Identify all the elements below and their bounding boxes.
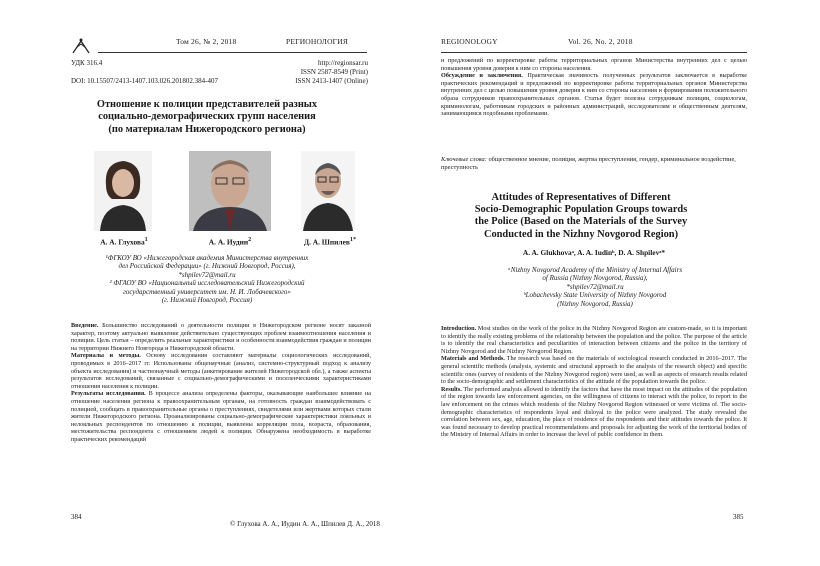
- header-issue: Том 26, № 2, 2018: [176, 37, 237, 46]
- journal-logo-icon: [71, 37, 91, 55]
- affiliations-en: ᵃNizhny Novgorod Academy of the Ministry of Internal Affairs of Russia (Nizhny Novgorod, Russia), *shpilev72@mail.ru ᵇLobachevsky State University of Nizhny Novgorod (Nizhny Novgorod, Russia): [507, 266, 683, 308]
- abstract-paragraph: Результаты исследования. В процессе анализа определены факторы, оказывающие наибольшее влияние на отношение населения региона к правоохранительным органам, на готовность граждан взаимодействовать с полицией, сообщать в правоохранительные органы о преступлениях, свидетелями или жертвами которых стали жители Нижегородского региона. Проанализированы социально-демографические характеристики лояльных и нелояльных респондентов по отношению к полиции, выявлены корреляции пола, возраста, образования, местожительства респондента с отношением людей к полиции. Обнаружена необходимость в выработке практических рекомендаций: [71, 390, 372, 443]
- title-line: Attitudes of Representatives of Different: [491, 192, 671, 203]
- header-issue-en: Vol. 26, No. 2, 2018: [568, 37, 633, 46]
- author-name: Д. А. Шпилев$^{1*}$: [303, 237, 357, 247]
- author-name: А. А. Глухова$^1$: [100, 237, 148, 247]
- title-line: Conducted in the Nizhny Novgorod Region): [483, 228, 679, 240]
- keywords-ru: Ключевые слова: общественное мнение, полиция, жертва преступления, гендер, криминальное воздействие, преступность: [441, 156, 736, 171]
- authors-en: A. A. Glukhovaᵃ, A. A. Iudinᵇ, D. A. Shpilevᵃ*: [522, 248, 666, 257]
- title-line: социально-демографических групп населения: [98, 111, 316, 123]
- author-photo-iudin: [189, 151, 271, 231]
- page-number: 385: [733, 513, 744, 521]
- discussion-paragraph: Обсуждение и заключения. Практическая значимость полученных результатов заключается в выработке практических рекомендаций и предложений по корректировке работы территориальных органов Министерства внутренних дел с целью повышения уровня доверия к ним со стороны населения и формирования положительного образа сотрудников правоохранительных органов. Статья будет полезна сотрудникам полиции, социологам, криминологам, работникам городских и районных администраций, исследователям и общественным деятелям, занимающимся подобными проблемами.: [441, 72, 748, 118]
- page-number: 384: [71, 513, 82, 521]
- site-link[interactable]: http://regionsar.ru: [318, 59, 368, 67]
- author-photo-shpilev: [301, 151, 355, 231]
- title-line: the Police (Based on the Materials of the Survey: [474, 216, 688, 228]
- header-journal: РЕГИОНОЛОГИЯ: [286, 37, 349, 46]
- affiliations-ru: ¹ФГКОУ ВО «Нижегородская академия Министерства внутренних дел Российской Федерации» (г. Нижний Новгород, Россия), *shpilev72@mail.ru ² ФГАОУ ВО «Национальный исследовательский Нижегородский государственный университет им. Н. И. Лобачевского» (г. Нижний Новгород, Россия): [105, 254, 309, 305]
- abstract-paragraph: Материалы и методы. Основу исследования составляют материалы социологических исследований, проводимых в 2016–2017 гг. Использованы общенаучные (анализ, системно-структурный подход к анализу объекта исследования) и частнонаучный методы (анкетирование жителей Нижегородской обл.), а также аспекты результатов исследований, связанные с социально-демографическими и поселенческими характеристиками отношения населения к полиции.: [71, 352, 371, 390]
- doi: DOI: 10.15507/2413-1407.103.026.201802.384-407: [71, 77, 218, 85]
- issn-online: ISSN 2413-1407 (Online): [295, 77, 368, 85]
- author-photo-glukhova: [94, 151, 152, 231]
- title-line: Отношение к полиции представителей разных: [96, 99, 318, 110]
- continuation-text: и предложений по корректировке работы территориальных органов Министерства внутренних дел с целью повышения уровня доверия к ним со стороны населения.: [441, 57, 747, 72]
- issn-print: ISSN 2587-8549 (Print): [300, 68, 368, 76]
- abstract-ru: [71, 322, 371, 444]
- abstract-paragraph: Materials and Methods. The research was based on the materials of sociological research conducted in 2016–2017. The general scientific methods (analysis, systemic and structural approach to the analysis of the research object) and specific scientific ones (survey of residents of the Nizhny Novgorod region) were used, as well as aspects of research results related to the socio-demographic and settlement characteristics of the attitude of the population towards the police.: [441, 355, 747, 386]
- title-line: Socio-Demographic Population Groups towards: [474, 204, 688, 216]
- article-title-ru: [76, 99, 338, 136]
- article-title-en: [450, 192, 712, 241]
- abstract-paragraph: Introduction. Most studies on the work of the police in the Nizhny Novgorod Region are custom-made, so it is important to identify the really existing problems of the relationship between the population and the police. The purpose of the article is to identify the real characteristics and peculiarities of interaction between citizens and the police in the territory of Nizhny Novgorod and the Nizhny Novgorod Region.: [441, 325, 747, 355]
- abstract-paragraph: Results. The performed analysis allowed to identify the factors that have the most impact on the attitudes of the population of the region towards law enforcement agencies, on the willingness of citizens to interact with the police, to report to the law enforcement on the crimes which residents of the Nizhny Novgorod Region witnessed or were victims of. The socio-demographic characteristics of respondents loyal and disloyal to the police were analyzed. The study revealed the correlation between sex, age, education, the place of residence of the respondents and their attitudes towards the police. It was found necessary to develop practical recommendations and proposals for adjusting the work of the territorial bodies of the Ministry of Internal Affairs in order to increase the level of public confidence in them.: [441, 385, 748, 439]
- header-rule: [441, 52, 747, 53]
- copyright: © Глухова А. А., Иудин А. А., Шпилев Д. А., 2018: [230, 520, 380, 528]
- abstract-en: [441, 325, 747, 439]
- abstract-continuation: [441, 57, 747, 118]
- author-name: А. А. Иудин$^2$: [208, 237, 252, 247]
- header-journal-en: REGIONOLOGY: [441, 37, 498, 46]
- abstract-paragraph: Введение. Большинство исследований о деятельности полиции в Нижегородском регионе носят заказной характер, поэтому актуально выявление действительно существующих проблем взаимоотношения населения и полиции. Цель статьи – определить реальные характеристики и особенности взаимодействия граждан и полиции на территории Нижнего Новгорода и Нижегородской области.: [71, 322, 371, 352]
- header-rule: [98, 52, 367, 53]
- title-line: (по материалам Нижегородского региона): [108, 123, 306, 135]
- udc: УДК 316.4: [71, 59, 103, 67]
